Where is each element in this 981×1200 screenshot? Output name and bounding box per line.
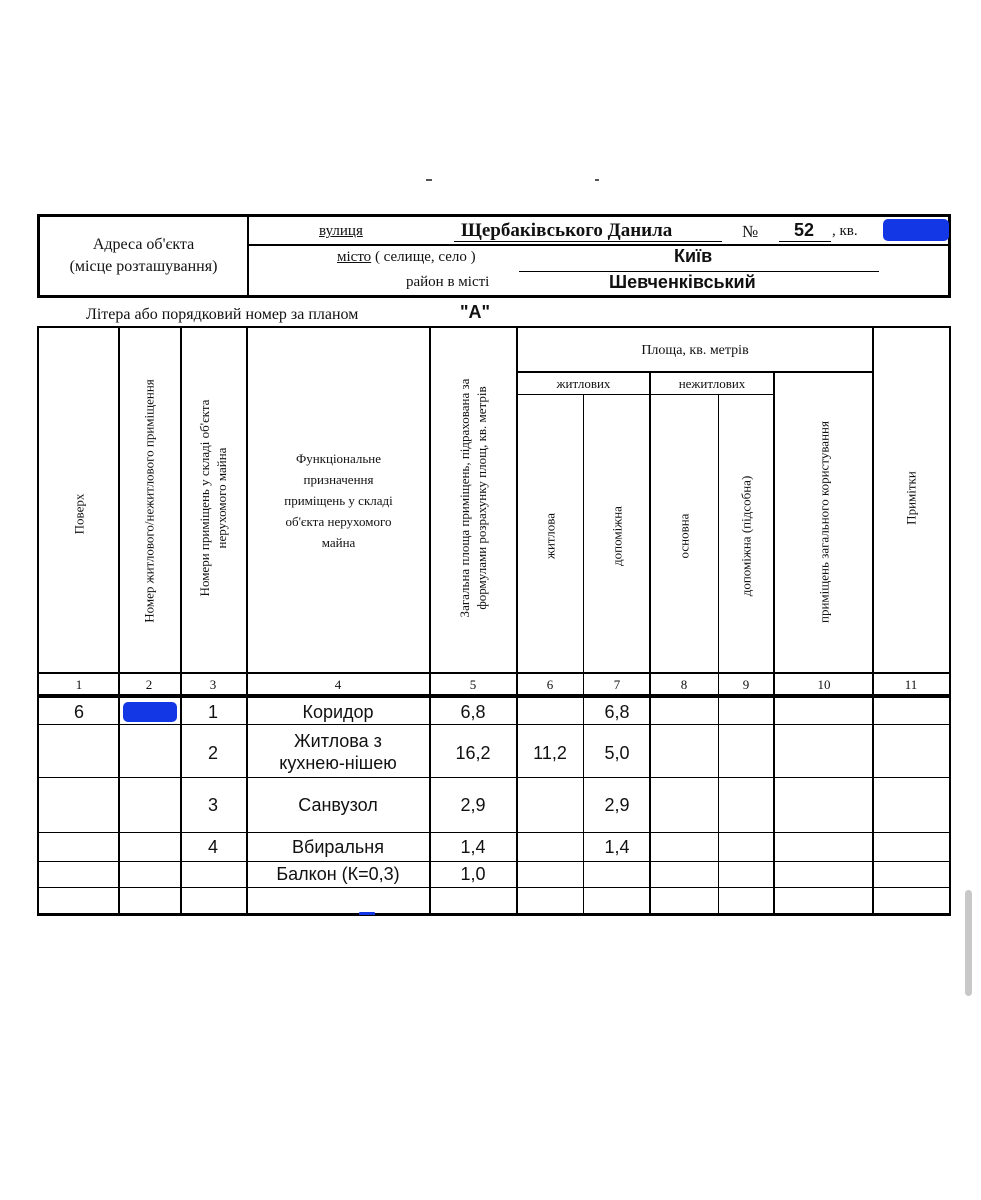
header-bottom-line xyxy=(37,672,951,674)
col-sep xyxy=(180,326,182,916)
col-sep xyxy=(649,371,651,916)
cell-room: 2 xyxy=(207,743,219,763)
header-notes: Примітки xyxy=(903,471,919,525)
col-sep xyxy=(429,326,431,916)
cell-total: 16,2 xyxy=(455,743,491,763)
header-total-area xyxy=(456,379,490,618)
cell-total: 6,8 xyxy=(460,702,486,722)
header-function-line2: призначення xyxy=(303,472,374,487)
header-nonresidential: нежитлових xyxy=(678,376,746,391)
col-number: 4 xyxy=(334,677,342,692)
col-number: 9 xyxy=(742,677,750,692)
scrollbar-thumb[interactable] xyxy=(965,890,972,996)
col-number: 1 xyxy=(75,677,83,692)
blue-mark xyxy=(359,912,375,915)
header-floor: Поверх xyxy=(71,493,87,535)
city-label xyxy=(337,249,476,266)
cell-room: 4 xyxy=(207,837,219,857)
address-heading xyxy=(40,217,249,295)
col-sep xyxy=(246,326,248,916)
cell-name-line1: Житлова з xyxy=(294,731,382,751)
header-function-line3: приміщень у складі xyxy=(284,493,393,508)
table-border-left xyxy=(37,326,39,916)
header-auxiliary-utility: допоміжна (підсобна) xyxy=(738,475,754,597)
city-row xyxy=(249,246,948,272)
col-sep xyxy=(718,394,719,916)
group-header-line xyxy=(516,371,872,373)
district-label: район в місті xyxy=(406,274,490,290)
col-sep xyxy=(516,326,518,916)
numbers-bottom-line xyxy=(37,694,951,698)
table-border-bottom xyxy=(37,913,951,916)
row-line xyxy=(37,832,951,833)
rooms-table xyxy=(37,326,951,916)
cell-room: 1 xyxy=(207,702,219,722)
col-number: 11 xyxy=(904,677,918,692)
col-sep xyxy=(773,371,775,916)
cell-aux: 1,4 xyxy=(604,837,630,857)
row-line xyxy=(37,887,951,888)
street-row xyxy=(249,217,948,246)
cell-aux: 2,9 xyxy=(604,795,630,815)
header-function xyxy=(248,448,429,553)
address-block xyxy=(37,214,951,298)
cell-name: Санвузол xyxy=(298,795,378,815)
header-premise-number: Номер житлового/нежитлового приміщення xyxy=(141,379,157,623)
address-heading-line1: Адреса об'єкта xyxy=(92,236,195,253)
cell-living: 11,2 xyxy=(533,743,567,763)
col-number: 10 xyxy=(817,677,831,692)
header-function-line5: майна xyxy=(321,535,356,550)
subgroup-header-line xyxy=(516,394,773,395)
col-sep xyxy=(583,394,584,916)
redacted-apartment xyxy=(883,219,949,241)
table-border-right xyxy=(949,326,951,916)
scan-mark xyxy=(595,179,599,181)
cell-total: 1,0 xyxy=(460,864,486,884)
header-function-line1: Функціональне xyxy=(295,451,382,466)
city-label-rest: ( селище, село ) xyxy=(374,249,476,265)
cell-total: 2,9 xyxy=(460,795,486,815)
row-line xyxy=(37,777,951,778)
street-value: Щербаківського Данила xyxy=(461,220,673,241)
row-line xyxy=(37,861,951,862)
number-value: 52 xyxy=(794,220,815,240)
cell-aux: 6,8 xyxy=(604,702,630,722)
cell-name-line2: кухнею-нішею xyxy=(279,753,397,773)
header-room-numbers-line2: нерухомого майна xyxy=(214,447,229,549)
header-total-line2: формулами розрахунку площ, кв. метрів xyxy=(474,386,489,610)
cell-name xyxy=(279,730,396,774)
header-room-numbers-line1: Номери приміщень у складі об'єкта xyxy=(197,399,212,597)
row-line xyxy=(37,724,951,725)
district-value: Шевченківський xyxy=(609,272,756,292)
col-sep xyxy=(872,326,874,916)
header-total-line1: Загальна площа приміщень, підрахована за xyxy=(457,378,472,618)
col-number: 6 xyxy=(546,677,554,692)
scan-mark xyxy=(426,179,432,181)
header-main: основна xyxy=(676,513,692,559)
header-auxiliary: допоміжна xyxy=(609,506,625,566)
street-underline xyxy=(454,241,722,242)
cell-total: 1,4 xyxy=(460,837,486,857)
header-area-group: Площа, кв. метрів xyxy=(641,343,749,358)
header-function-line4: об'єкта нерухомого xyxy=(285,514,392,529)
header-common-use: приміщень загального користування xyxy=(816,421,832,623)
apartment-label: , кв. xyxy=(832,223,858,239)
col-number: 3 xyxy=(209,677,217,692)
table-border-top xyxy=(37,326,951,328)
cell-room: 3 xyxy=(207,795,219,815)
header-room-numbers xyxy=(196,400,230,597)
district-row xyxy=(249,272,948,298)
header-living: житлова xyxy=(542,512,558,560)
col-number: 5 xyxy=(469,677,477,692)
col-number: 7 xyxy=(613,677,621,692)
address-heading-line2: (місце розташування) xyxy=(69,258,218,275)
col-number: 2 xyxy=(145,677,153,692)
cell-floor: 6 xyxy=(73,702,85,722)
cell-name: Коридор xyxy=(302,702,374,722)
street-label: вулиця xyxy=(319,223,363,239)
litera-value: "А" xyxy=(460,302,491,322)
header-residential: житлових xyxy=(556,376,611,391)
col-number: 8 xyxy=(680,677,688,692)
cell-aux: 5,0 xyxy=(604,743,630,763)
city-label-underlined: місто xyxy=(337,249,372,265)
city-value: Київ xyxy=(674,246,713,266)
col-sep xyxy=(118,326,120,916)
number-underline xyxy=(779,241,831,242)
number-label: № xyxy=(742,222,759,241)
cell-name: Балкон (К=0,3) xyxy=(276,864,400,884)
redacted-premise-number xyxy=(123,702,177,722)
litera-label: Літера або порядковий номер за планом xyxy=(86,306,359,323)
cell-name: Вбиральня xyxy=(292,837,384,857)
